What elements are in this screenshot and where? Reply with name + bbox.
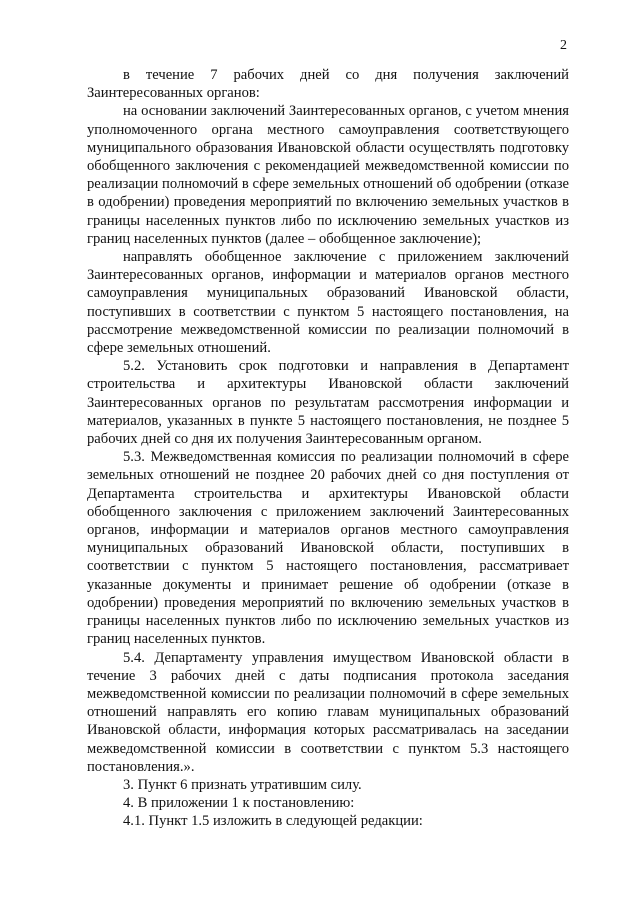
paragraph: 5.4. Департаменту управления имуществом Ивановской области в течение 3 рабочих дней с даты подписания протокола заседания межведомственной комиссии по реализации полномочий в сфере земельных отношений направлять его копию главам муниципальных образований Ивановской области, информация которых рассматривалась на заседании межведомственной комиссии в соответствии с пунктом 5.3 настоящего постановления.».	[87, 649, 569, 775]
paragraph: 3. Пункт 6 признать утратившим силу.	[123, 776, 362, 793]
paragraph: 5.3. Межведомственная комиссия по реализации полномочий в сфере земельных отношений не позднее 20 рабочих дней со дня поступления от Департамента строительства и архитектуры Ивановской области обобщенного заключения с приложением заключений Заинтересованных органов, информации и материалов органов местного самоуправления муниципальных образований Ивановской области, поступивших в соответствии с пунктом 5 настоящего постановления, рассматривает указанные документы и принимает решение об одобрении (отказе в одобрении) проведения мероприятий по включению земельных участков в границы населенных пунктов либо по исключению земельных участков из границ населенных пунктов.	[87, 449, 569, 648]
paragraph: 5.2. Установить срок подготовки и направления в Департамент строительства и архитектуры Ивановской области заключений Заинтересованных органов по результатам рассмотрения информации и материалов, указанных в пункте 5 настоящего постановления, не позднее 5 рабочих дней со дня их получения Заинтересованным органом.	[87, 358, 569, 448]
paragraph: направлять обобщенное заключение с приложением заключений Заинтересованных органов, информации и материалов органов местного самоуправления муниципальных образований Ивановской области, поступивших в соответствии с пунктом 5 настоящего постановления, на рассмотрение межведомственной комиссии по реализации полномочий в сфере земельных отношений.	[87, 249, 569, 357]
paragraph: 4. В приложении 1 к постановлению:	[123, 795, 355, 812]
paragraph: на основании заключений Заинтересованных органов, с учетом мнения уполномоченного органа местного самоуправления соответствующего муниципального образования Ивановской области осуществлять подготовку обобщенного заключения с рекомендацией межведомственной комиссии по реализации полномочий в сфере земельных отношений об одобрении (отказе в одобрении) проведения мероприятий по включению земельных участков в границы населенных пунктов либо по исключению земельных участков из границ населенных пунктов (далее – обобщенное заключение);	[87, 103, 569, 247]
paragraph: 4.1. Пункт 1.5 изложить в следующей редакции:	[123, 813, 423, 830]
page-number: 2	[560, 38, 567, 53]
document-body	[87, 66, 569, 831]
paragraph: в течение 7 рабочих дней со дня получения заключений Заинтересованных органов:	[87, 67, 569, 102]
